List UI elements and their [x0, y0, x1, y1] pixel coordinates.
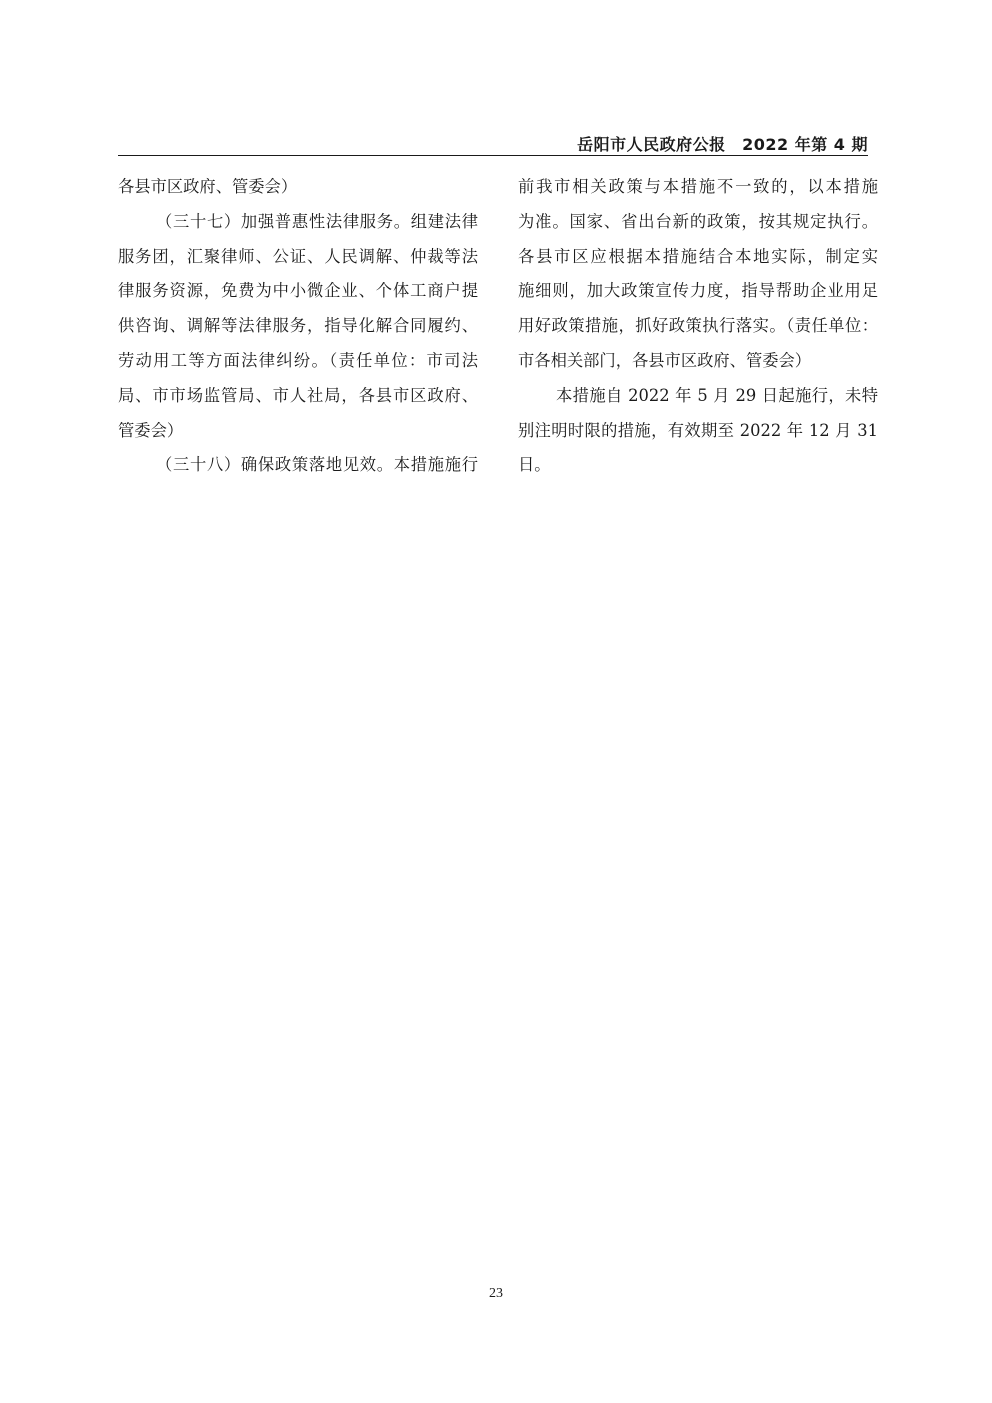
text-line: 律服务资源，免费为中小微企业、个体工商户提 — [118, 281, 478, 301]
text-line: 用好政策措施，抓好政策执行落实。（责任单位： — [518, 316, 878, 336]
text-line: 管委会） — [118, 420, 184, 440]
header-divider — [118, 155, 868, 156]
text-line: 为准。国家、省出台新的政策，按其规定执行。 — [518, 211, 878, 231]
text-line: （三十八）确保政策落地见效。本措施施行 — [156, 455, 478, 475]
text-line: 各县市区应根据本措施结合本地实际，制定实 — [518, 246, 878, 266]
text-line: （三十七）加强普惠性法律服务。组建法律 — [156, 211, 478, 231]
text-line: 市各相关部门，各县市区政府、管委会） — [518, 350, 812, 370]
text-line: 施细则，加大政策宣传力度，指导帮助企业用足 — [518, 281, 878, 301]
text-line: 本措施自 2022 年 5 月 29 日起施行，未特 — [556, 385, 878, 405]
right-text-column — [518, 170, 878, 483]
page-number: 23 — [489, 1286, 503, 1301]
text-line: 供咨询、调解等法律服务，指导化解合同履约、 — [118, 316, 478, 336]
page-header — [118, 128, 868, 156]
text-line: 各县市区政府、管委会） — [118, 177, 298, 196]
text-line: 服务团，汇聚律师、公证、人民调解、仲裁等法 — [118, 246, 478, 266]
text-line: 别注明时限的措施，有效期至 2022 年 12 月 31 — [518, 420, 878, 440]
left-text-column — [118, 170, 478, 483]
text-line: 前我市相关政策与本措施不一致的，以本措施 — [518, 177, 878, 196]
text-line: 局、市市场监管局、市人社局，各县市区政府、 — [118, 385, 478, 405]
text-line: 劳动用工等方面法律纠纷。（责任单位：市司法 — [118, 350, 478, 370]
text-line: 日。 — [518, 455, 551, 475]
publication-title: 岳阳市人民政府公报 2022 年第 4 期 — [577, 135, 868, 154]
